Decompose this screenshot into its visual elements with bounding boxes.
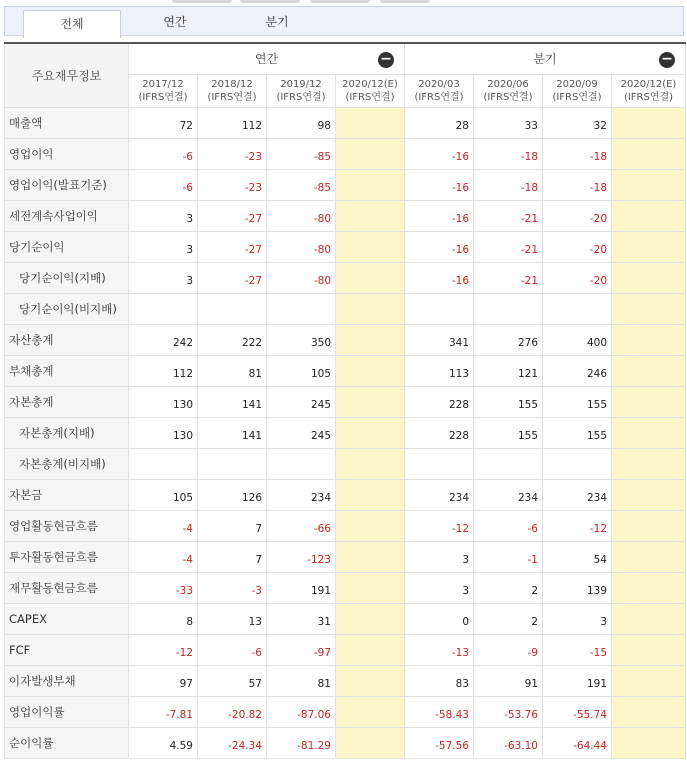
table-cell [336,479,405,510]
table-row [5,510,686,541]
row-label[interactable]: 당기순이익(비지배) [5,293,129,324]
table-cell [336,727,405,758]
table-cell [612,572,686,603]
table-cell: 191 [267,572,336,603]
table-cell [129,448,198,479]
table-cell: 3 [129,262,198,293]
table-cell [336,293,405,324]
table-cell [336,107,405,138]
table-cell: -21 [474,262,543,293]
table-cell: -64.44 [543,727,612,758]
column-period: 2017/12 [142,78,184,90]
table-row [5,696,686,727]
row-label[interactable]: 영업활동현금흐름 [5,510,129,541]
table-cell: -81.29 [267,727,336,758]
table-cell: 3 [543,603,612,634]
financial-table [4,42,686,759]
table-cell: -80 [267,200,336,231]
table-cell: -97 [267,634,336,665]
table-cell [336,696,405,727]
row-label[interactable]: 자본총계(지배) [5,417,129,448]
table-cell: -12 [543,510,612,541]
table-row [5,448,686,479]
row-label[interactable]: 매출액 [5,107,129,138]
column-period: 2020/03 [418,78,460,90]
row-label[interactable]: 부채총계 [5,355,129,386]
table-cell: -15 [543,634,612,665]
table-cell [543,448,612,479]
column-header [612,74,686,107]
table-cell: 121 [474,355,543,386]
column-header [474,74,543,107]
table-cell: 0 [405,603,474,634]
column-period: 2019/12 [280,78,322,90]
table-cell [612,603,686,634]
table-cell: -24.34 [198,727,267,758]
row-label[interactable]: 자본총계 [5,386,129,417]
table-cell [612,727,686,758]
table-cell: 3 [129,200,198,231]
table-row [5,262,686,293]
table-cell: 141 [198,417,267,448]
table-cell: 113 [405,355,474,386]
annual-group-header [129,43,405,74]
table-cell [336,448,405,479]
table-cell: -23 [198,138,267,169]
table-cell: -9 [474,634,543,665]
table-cell [474,293,543,324]
table-row [5,324,686,355]
table-cell: -16 [405,169,474,200]
table-cell: -16 [405,262,474,293]
table-cell [336,355,405,386]
tab-quarter[interactable]: 분기 [265,15,289,29]
table-cell [612,200,686,231]
table-cell: -7.81 [129,696,198,727]
table-cell [612,355,686,386]
table-cell: -21 [474,200,543,231]
table-cell: 350 [267,324,336,355]
row-label[interactable]: 이자발생부채 [5,665,129,696]
table-cell: 155 [474,417,543,448]
table-cell [198,293,267,324]
table-cell: 155 [543,417,612,448]
strip-fragment [310,0,370,3]
annual-group-label: 연간 [254,52,279,67]
table-cell: -55.74 [543,696,612,727]
column-header [336,74,405,107]
table-row [5,541,686,572]
row-label[interactable]: CAPEX [5,603,129,634]
table-cell: 83 [405,665,474,696]
table-cell: -6 [129,138,198,169]
table-cell: 2 [474,603,543,634]
row-label[interactable]: 자본금 [5,479,129,510]
table-row [5,727,686,758]
table-cell: 105 [267,355,336,386]
table-cell: -1 [474,541,543,572]
table-cell: 130 [129,417,198,448]
table-cell: -13 [405,634,474,665]
table-cell: 112 [198,107,267,138]
table-cell: -16 [405,200,474,231]
table-cell: 228 [405,417,474,448]
table-cell: 97 [129,665,198,696]
table-cell: 28 [405,107,474,138]
column-basis: (IFRS연결) [207,91,257,103]
table-cell: -6 [474,510,543,541]
strip-fragment [240,0,300,3]
tab-all[interactable]: 전체 [23,10,121,38]
table-cell: -85 [267,169,336,200]
table-cell: -18 [543,138,612,169]
table-cell: 242 [129,324,198,355]
table-cell: -18 [474,138,543,169]
table-row [5,665,686,696]
column-basis: (IFRS연결) [623,91,674,103]
row-label[interactable]: 자산총계 [5,324,129,355]
table-cell: 245 [267,386,336,417]
quarter-group-header [405,43,686,74]
table-cell [336,200,405,231]
table-cell: 139 [543,572,612,603]
table-cell [129,293,198,324]
table-cell: 2 [474,572,543,603]
table-cell [336,417,405,448]
row-label[interactable]: 영업이익 [5,138,129,169]
table-cell: -4 [129,541,198,572]
table-cell: -87.06 [267,696,336,727]
row-label[interactable]: 당기순이익 [5,231,129,262]
table-cell [336,541,405,572]
table-cell: 228 [405,386,474,417]
table-cell [612,262,686,293]
table-cell [612,696,686,727]
table-row [5,603,686,634]
table-cell: 32 [543,107,612,138]
column-basis: (IFRS연결) [138,91,188,103]
table-row [5,293,686,324]
column-basis: (IFRS연결) [483,91,533,103]
table-cell [612,293,686,324]
row-label[interactable]: 재무활동현금흐름 [5,572,129,603]
row-label[interactable]: 영업이익(발표기준) [5,169,129,200]
table-cell: -57.56 [405,727,474,758]
strip-fragment [380,0,430,3]
column-basis: (IFRS연결) [414,91,464,103]
table-cell [336,138,405,169]
table-cell: -27 [198,231,267,262]
quarter-group-label: 분기 [533,52,557,67]
table-cell: 191 [543,665,612,696]
table-cell [612,665,686,696]
table-cell: -20 [543,262,612,293]
column-period: 2020/12(E) [342,78,398,90]
table-cell: -23 [198,169,267,200]
table-row [5,479,686,510]
column-header [267,74,336,107]
table-cell [198,448,267,479]
table-cell: -63.10 [474,727,543,758]
table-cell [612,231,686,262]
table-cell: 222 [198,324,267,355]
column-header [405,74,474,107]
table-cell: 130 [129,386,198,417]
table-cell: 234 [405,479,474,510]
table-cell [612,541,686,572]
table-cell: -12 [129,634,198,665]
table-cell: -80 [267,262,336,293]
table-cell [336,634,405,665]
table-cell: -4 [129,510,198,541]
table-cell: -27 [198,262,267,293]
table-cell: -12 [405,510,474,541]
table-cell: -58.43 [405,696,474,727]
table-cell: 33 [474,107,543,138]
tab-annual[interactable]: 연간 [163,15,187,29]
table-cell: 112 [129,355,198,386]
table-cell: 155 [474,386,543,417]
row-label[interactable]: 영업이익률 [5,696,129,727]
table-cell: -33 [129,572,198,603]
table-row [5,107,686,138]
table-row [5,572,686,603]
row-label[interactable]: 세전계속사업이익 [5,200,129,231]
collapse-quarter-icon[interactable]: − [659,52,675,68]
table-row [5,231,686,262]
table-cell: -6 [198,634,267,665]
table-row [5,355,686,386]
table-cell [336,386,405,417]
row-label-header: 주요재무정보 [5,43,129,107]
table-cell: -27 [198,200,267,231]
table-cell [612,417,686,448]
row-label[interactable]: 당기순이익(지배) [5,262,129,293]
column-basis: (IFRS연결) [345,91,395,103]
row-label[interactable]: 순이익률 [5,727,129,758]
table-cell: 155 [543,386,612,417]
column-basis: (IFRS연결) [552,91,602,103]
table-cell [612,634,686,665]
table-cell [336,169,405,200]
table-cell: 246 [543,355,612,386]
column-header [129,74,198,107]
table-cell: 13 [198,603,267,634]
row-label[interactable]: FCF [5,634,129,665]
table-cell: -16 [405,231,474,262]
table-cell: 105 [129,479,198,510]
table-cell: -3 [198,572,267,603]
collapse-annual-icon[interactable]: − [378,52,394,68]
table-cell [612,479,686,510]
table-cell: -20 [543,200,612,231]
table-row [5,200,686,231]
table-cell: 8 [129,603,198,634]
table-cell: -20.82 [198,696,267,727]
table-cell: -21 [474,231,543,262]
table-cell: 400 [543,324,612,355]
table-cell: 72 [129,107,198,138]
table-cell [612,448,686,479]
table-cell: 57 [198,665,267,696]
table-cell: 245 [267,417,336,448]
table-cell [336,262,405,293]
row-label[interactable]: 자본총계(비지배) [5,448,129,479]
table-row [5,417,686,448]
table-cell [612,169,686,200]
table-body [5,107,686,758]
column-period: 2018/12 [211,78,253,90]
column-period: 2020/09 [556,78,598,90]
table-cell [612,386,686,417]
table-cell: 276 [474,324,543,355]
table-cell [405,293,474,324]
table-cell [336,665,405,696]
table-cell: 3 [405,572,474,603]
table-cell [612,324,686,355]
table-cell: -85 [267,138,336,169]
table-cell [474,448,543,479]
table-cell: 126 [198,479,267,510]
row-label[interactable]: 투자활동현금흐름 [5,541,129,572]
column-period: 2020/06 [487,78,529,90]
table-cell [543,293,612,324]
column-header [198,74,267,107]
table-cell: 234 [474,479,543,510]
table-cell [612,107,686,138]
table-cell [336,510,405,541]
strip-fragment [172,0,232,3]
table-cell: 3 [405,541,474,572]
column-basis: (IFRS연결) [276,91,326,103]
table-cell: 7 [198,510,267,541]
table-cell [612,510,686,541]
table-row [5,169,686,200]
table-cell: 234 [267,479,336,510]
table-cell: 7 [198,541,267,572]
table-cell: -123 [267,541,336,572]
table-row [5,138,686,169]
table-cell [612,138,686,169]
table-cell: 4.59 [129,727,198,758]
table-cell: -18 [543,169,612,200]
table-row [5,634,686,665]
table-cell [336,231,405,262]
table-cell: 234 [543,479,612,510]
table-cell: -18 [474,169,543,200]
table-cell: 341 [405,324,474,355]
table-cell: -6 [129,169,198,200]
table-cell: 54 [543,541,612,572]
table-row [5,386,686,417]
table-cell: 81 [198,355,267,386]
period-tabs [4,6,684,36]
table-cell: 81 [267,665,336,696]
table-cell [267,293,336,324]
table-cell: 141 [198,386,267,417]
table-cell: 31 [267,603,336,634]
table-cell [336,603,405,634]
column-period: 2020/12(E) [620,78,677,90]
table-cell: -20 [543,231,612,262]
table-cell: 91 [474,665,543,696]
table-cell: -80 [267,231,336,262]
table-cell: 3 [129,231,198,262]
table-cell: -53.76 [474,696,543,727]
table-cell [336,572,405,603]
table-cell [267,448,336,479]
table-cell [405,448,474,479]
table-cell: -66 [267,510,336,541]
table-cell [336,324,405,355]
table-cell: 98 [267,107,336,138]
column-header [543,74,612,107]
table-cell: -16 [405,138,474,169]
